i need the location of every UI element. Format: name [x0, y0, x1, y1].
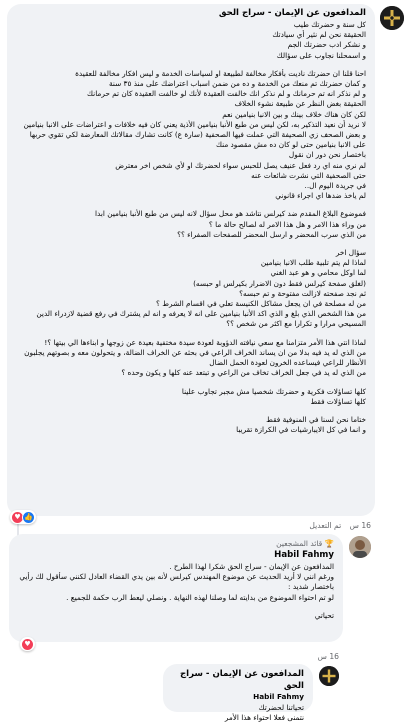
- comment-line: و بعض الصحف زي الصحيفة التي عملت فيها الصحفية (سارة ع) كانت تشارك مقالاتك المعارضة لكي تقوي حربها: [29, 130, 366, 140]
- comment-line: من الذي له يد فيه بدلا من ان يساند الخراف الراعي في بحثه عن الخراف الضالة، و يتحولون معه و بصوتهم يجلبون: [24, 347, 366, 357]
- reply-author[interactable]: المدافعون عن الإيمان - سراج الحق: [179, 669, 304, 691]
- paragraph-gap: [15, 201, 366, 209]
- comment-line: من الذي له يد في جعل الخراف تخاف من الراعي و تبتعد عنه كلها و يكون وحده ؟: [121, 368, 366, 378]
- comment-line: لماذا لم يتم تلبية طلب الانبا بنيامين: [260, 258, 366, 268]
- avatar[interactable]: [319, 666, 339, 686]
- comment-line: ورغم انني لا أريد الحديث عن موضوع المهندس كيرلس لأنه بين يدي القضاء العادل لكنني سأقول لك رأيي: [19, 572, 334, 582]
- mentioned-user[interactable]: Habil Fahmy: [253, 692, 304, 701]
- reply-time[interactable]: 16 س: [317, 652, 339, 661]
- like-reaction-icon: 👍: [22, 511, 35, 524]
- comment-line: لو تم احتواء الموضوع من بدايته لما وصلنا لهذه النهاية . ونصلي ليعط الرب حكمة للجميع .: [66, 592, 334, 602]
- comment-line: لما اوكل محامي و هو عبد الغني: [270, 268, 366, 278]
- comment-meta: [303, 521, 371, 530]
- paragraph-gap: [15, 240, 366, 248]
- reply-body: [171, 703, 304, 723]
- comment-line: لماذا انتي هذا الأمر متزامنا مع سعي نيافته الدؤوبة لعودة سيدة مختفية بعيدة عن زوجها و ابناءها الي بيتها ؟!: [44, 337, 366, 347]
- comment-time[interactable]: 16 س: [349, 521, 371, 530]
- comment-line: كلها تساؤلات فقط: [310, 396, 366, 406]
- comment-line: احنا قلنا ان حضرتك ناديت بأفكار مخالفة لطبيعة او لسياسات الخدمة و ليس افكار مخالفة للعقيدة: [75, 68, 366, 78]
- comment-line: المسيحي مرارا و تكرارا مع اكثر من شخص ؟؟: [226, 319, 366, 329]
- edited-label: تم التعديل: [309, 521, 342, 530]
- paragraph-gap: [15, 61, 366, 69]
- comment-line: و انما في كل الايبارشيات في الكرازة تقريبا: [236, 425, 366, 435]
- paragraph-gap: [15, 379, 366, 387]
- comment-line: من الذي سرب المحضر و ارسل المحضر للصفحات الصفراء ؟؟: [177, 229, 366, 239]
- comment-line: نتمنى فعلا احتواء هذا الأمر: [224, 713, 304, 723]
- comment-line: تحياتنا لحضرتك: [258, 703, 304, 713]
- comment-line: لكن كان هناك خلاف بينك و بين الانبا بنيامين نعم: [222, 109, 366, 119]
- comment-line: باختصار شديد :: [288, 582, 334, 592]
- comment-line: فموضوع البلاغ المقدم ضد كيرلس نتاشد هو محل سؤال لانه ليس من طبع الأنبا بنيامين ابدا: [95, 209, 366, 219]
- paragraph-gap: [15, 330, 366, 338]
- avatar[interactable]: [380, 6, 404, 30]
- comment-line: الحقيقة بغض النظر عن طبيعة نشوء الخلاف: [234, 99, 366, 109]
- comment-line: باختصار نحن دور ان نقول: [288, 150, 366, 160]
- comment-line: كلها تساؤلات فكرية و حضرتك شخصيا مش مجبر تجاوب علينا: [181, 386, 366, 396]
- comment-line: ختاما نحن لسنا في المنوفية فقط: [266, 414, 366, 424]
- reply-bubble: [9, 534, 343, 642]
- reaction-summary[interactable]: [10, 510, 36, 524]
- love-reaction-icon: ♥: [21, 638, 34, 651]
- reply-body: [17, 562, 334, 621]
- coptic-cross-icon: [380, 6, 404, 30]
- comment-line: على الانبا بنيامين حتى لو كان ده مش مقصود منك: [215, 140, 366, 150]
- reply-author[interactable]: Habil Fahmy: [274, 550, 334, 560]
- comment-line: المدافعون عن الإيمان - سراج الحق شكرا لهذا الطرح .: [169, 562, 334, 571]
- comment-line: و كمان حضرتك تم منعك من الخدمة و ده من ضمن اسباب اعتراضك على منذ ٣٥ سنة: [108, 79, 366, 89]
- reaction-summary[interactable]: [20, 637, 35, 651]
- comment-line: لا نريد أن نعيد التذكير به، لكن ليس من طبع الأنبا بنيامين الأذية يعني كان فيه خلافات و اعتراضات على الانبا بنيامين: [23, 119, 366, 129]
- coptic-cross-icon: [319, 666, 339, 686]
- paragraph-gap: [15, 407, 366, 415]
- comment-line: (لغلق صفحة كيرلس فقط دون الاضرار بكيرلس او حبسه): [193, 278, 366, 288]
- comment-line: كل سنة و حضرتك طيب: [293, 20, 366, 29]
- reply-meta: [312, 652, 339, 661]
- top-fan-badge: 🏆 قائد المشجعين: [276, 539, 334, 548]
- comment-line: حتى الصحفية التي نشرت شائعات عنه: [251, 170, 366, 180]
- comment-line: من هذا الشخص الذي بلغ و الذي اكد الأنبا بنيامين على انه لا يعرفه و انه لم يشترك في رفع قضية لازدراء الدين: [36, 309, 366, 319]
- comment-line: و اسمحلنا نجاوب على سؤالك: [276, 50, 366, 60]
- comment-line: سؤال اخر: [335, 248, 366, 258]
- paragraph-gap: [17, 603, 334, 611]
- comment-line: لم ياخذ ضدها اي اجراء قانوني: [275, 191, 366, 201]
- comment-line: و نشكر ادب حضرتك الجم: [287, 40, 366, 50]
- reply-bubble: [163, 664, 313, 723]
- comment-line: ثم نجد صفحته لازالت مفتوحة و تم حبسه؟: [239, 288, 366, 298]
- comment-line: و لم نذكر انه تم حرمانك و لم نذكر انك خالفت العقيدة لأنك لو خالفت العقيدة كان تم حرمانك: [87, 89, 366, 99]
- comment-line: في جريدة اليوم ال..: [304, 181, 366, 191]
- love-reaction-icon: ♥: [11, 511, 24, 524]
- user-photo-icon: [349, 536, 371, 558]
- avatar[interactable]: [349, 536, 371, 558]
- comment-line: الحقيقة نحن لم نثير أي سيادتك: [272, 30, 366, 40]
- comment-line: من وراء هذا الامر و هل هذا الامر له لصالح حالة ما ؟: [208, 219, 366, 229]
- comment-line: تحياتي: [314, 610, 334, 620]
- comment-line: الأنظار للراعي فيساعده الخرون لعودة الحمل الضال: [209, 358, 366, 368]
- comment-line: من له مصلحة في ان يجعل مشاكل الكنيسة تعلي في اقسام الشرط ؟: [156, 299, 366, 309]
- comment-line: لم نري منه اي رد فعل عنيف يصل للحبس سواء لحضرتك او لأي شخص اخر معترض: [115, 160, 366, 170]
- comment-author[interactable]: المدافعون عن الإيمان - سراج الحق: [218, 8, 366, 18]
- comment-body: [15, 20, 366, 435]
- comment-bubble: [7, 4, 375, 516]
